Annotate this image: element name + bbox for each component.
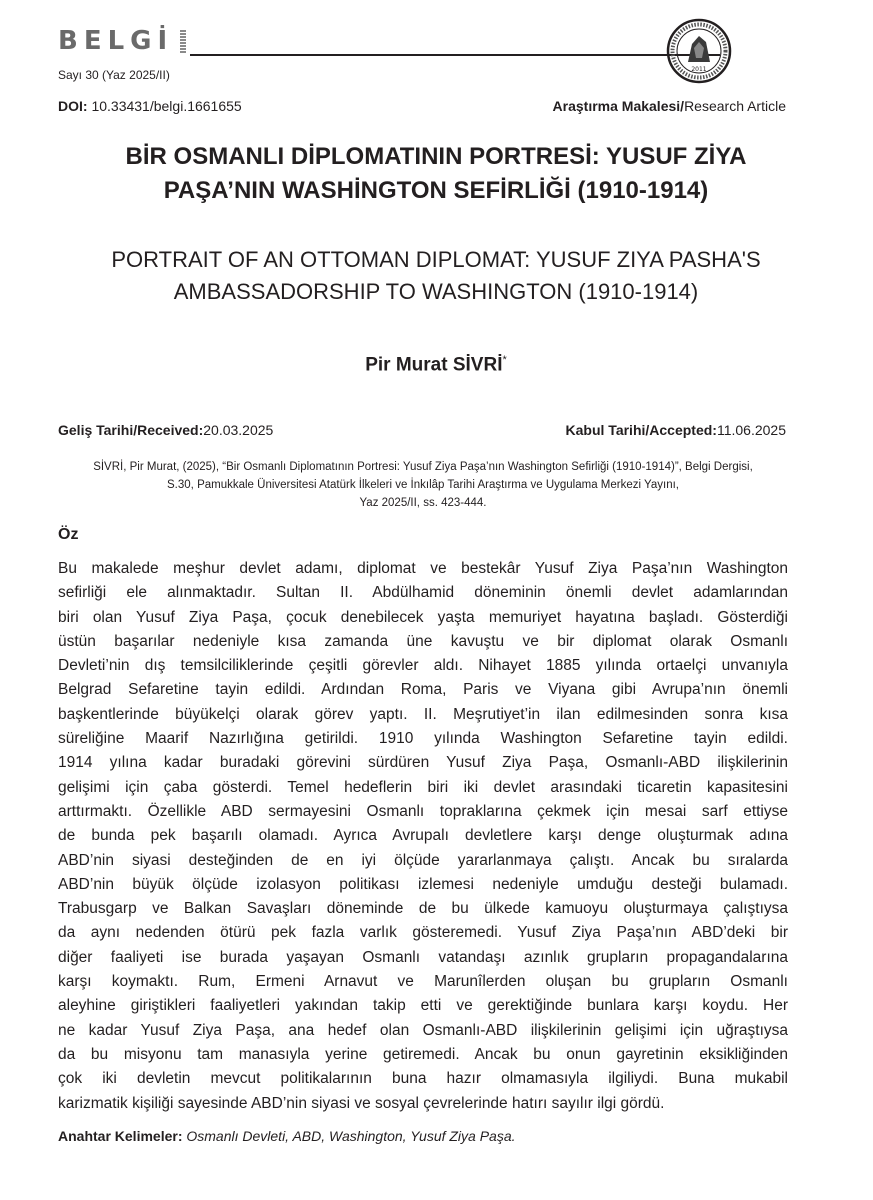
abstract-line: ne kadar Yusuf Ziya Paşa, ana hedef olan Osmanlı-ABD ilişkilerinin gelişimi için uğraştıysa — [58, 1021, 788, 1039]
abstract-line: başkentlerinde büyükelçi olarak görev yaptı. II. Meşrutiyet’in ilan edilmesinden sonra kısa — [58, 705, 788, 723]
title-turkish — [58, 140, 814, 208]
abstract-line: karizmatik kişiliği sayesinde ABD’nin siyasi ve sosyal çevrelerinde hatırı sayılır ilgi gördü. — [58, 1094, 665, 1112]
keywords-label: Anahtar Kelimeler: — [58, 1128, 183, 1144]
title-english-line: AMBASSADORSHIP TO WASHINGTON (1910-1914) — [173, 279, 699, 304]
abstract-line: Belgrad Sefaretine tayin edildi. Ardından Roma, Paris ve Viyana gibi Avrupa’nın önemli — [58, 681, 788, 699]
journal-header — [58, 18, 788, 88]
article-type: Araştırma Makalesi/Research Article — [552, 98, 786, 114]
keywords — [58, 1128, 516, 1144]
abstract-line: de bunda pek başarılı olamadı. Ayrıca Avrupalı devletlere karşı denge oluşturmak adına — [58, 827, 788, 845]
abstract-heading: Öz — [58, 526, 79, 543]
doi-value: 10.33431/belgi.1661655 — [87, 98, 242, 114]
abstract-line: gelişimi için çaba gösterdi. Temel hedeflerin biri iki devlet arasındaki ticaretin kapasitesini — [58, 778, 788, 796]
journal-logo: BELGİ — [58, 26, 174, 56]
abstract-line: karşı koymaktı. Rum, Ermeni Arnavut ve Marunîlerden oluşan bu grupların Osmanlı — [58, 973, 788, 991]
abstract-line: 1914 yılına kadar buradaki görevini sürdüren Yusuf Ziya Paşa, Osmanlı-ABD ilişkilerinin — [58, 754, 788, 772]
abstract-line: Bu makalede meşhur devlet adamı, diplomat ve bestekâr Yusuf Ziya Paşa’nın Washington — [58, 560, 788, 577]
author-name: Pir Murat SİVRİ* — [365, 354, 507, 376]
title-english-line: PORTRAIT OF AN OTTOMAN DIPLOMAT: YUSUF ZIYA PASHA'S — [111, 247, 761, 272]
abstract-line: ABD’nin siyasi desteğinden de en iyi ölçüde yararlanmaya çalıştı. Ancak bu sıralarda — [58, 851, 788, 869]
citation-block — [58, 458, 788, 512]
university-seal-icon — [666, 18, 732, 84]
title-english — [58, 244, 814, 308]
received-date: Geliş Tarihi/Received:20.03.2025 — [58, 422, 274, 438]
abstract-line: üstün başarılar nedeniyle kısa zamanda üne kavuştu ve bir diplomat olarak Osmanlı — [58, 632, 788, 650]
abstract-line: ABD’nin büyük ölçüde izolasyon politikası izlemesi nedeniyle umduğu desteği bulamadı. — [58, 875, 788, 893]
abstract-line: diğer faaliyeti ise burada yaşayan Osmanlı vatandaşı azınlık grupların propagandalarına — [58, 948, 788, 966]
citation-line: SİVRİ, Pir Murat, (2025), “Bir Osmanlı Diplomatının Portresi: Yusuf Ziya Paşa’nın Washington Sefirliği (1910-1914)”, Belgi Dergisi, — [93, 461, 753, 473]
doi: DOI: 10.33431/belgi.1661655 — [58, 98, 242, 114]
accepted-date: Kabul Tarihi/Accepted:11.06.2025 — [565, 422, 786, 438]
title-turkish-line: BİR OSMANLI DİPLOMATININ PORTRESİ: YUSUF ZİYA — [125, 143, 747, 170]
abstract-line: biri olan Yusuf Ziya Paşa, çocuk denebilecek yaşta memuriyet hayatına başladı. Gösterdiği — [58, 608, 788, 626]
author-footnote-mark: * — [502, 354, 507, 366]
keywords-value: Osmanlı Devleti, ABD, Washington, Yusuf Ziya Paşa. — [182, 1128, 516, 1144]
journal-logo-side-text — [180, 30, 186, 54]
citation-line: S.30, Pamukkale Üniversitesi Atatürk İlkeleri ve İnkılâp Tarihi Araştırma ve Uygulama Merkezi Yayını, — [167, 479, 679, 491]
svg-text:2011: 2011 — [691, 66, 707, 73]
header-divider — [190, 54, 720, 56]
abstract-line: çok iki devletin mevcut politikalarının buna hazır olmamasıyla ilgiliydi. Buna mukabil — [58, 1070, 788, 1088]
abstract-line: arttırmaktı. Özellikle ABD sermayesini Osmanlı topraklarına çekmek için mesai sarf ettiyse — [58, 802, 788, 820]
abstract-line: Trabusgarp ve Balkan Savaşları döneminde de bu ülkede kamuoyu oluşturmaya çalıştıysa — [58, 900, 788, 918]
abstract-line: süreliğine Maarif Nazırlığına getirildi. 1910 yılında Washington Sefaretine tayin edildi. — [58, 730, 788, 748]
abstract-line: sefirliği ele alınmaktadır. Sultan II. Abdülhamid döneminin önemli devlet adamlarından — [58, 584, 788, 602]
abstract-line: Devleti’nin dış temsilciliklerinde çeşitli görevler aldı. Nihayet 1885 yılında ortaelçi unvanıyla — [58, 657, 788, 675]
abstract-line: da aynı nedenden ötürü pek fazla varlık gösteremedi. Yusuf Ziya Paşa’nın ABD’deki bir — [58, 924, 788, 942]
issue-number: Sayı 30 (Yaz 2025/II) — [58, 68, 170, 82]
citation-line: Yaz 2025/II, ss. 423-444. — [359, 497, 487, 509]
abstract-body — [58, 557, 788, 1116]
abstract-line: da bu misyonu tam manasıyla yerine getiremedi. Ancak bu onun gayretinin eksikliğinden — [58, 1045, 788, 1063]
abstract-line: aleyhine giriştikleri faaliyetleri yakından takip etti ve gerektiğinde bunlara karşı koydu. Her — [58, 997, 788, 1015]
title-turkish-line: PAŞA’NIN WASHİNGTON SEFİRLİĞİ (1910-1914) — [163, 177, 709, 204]
